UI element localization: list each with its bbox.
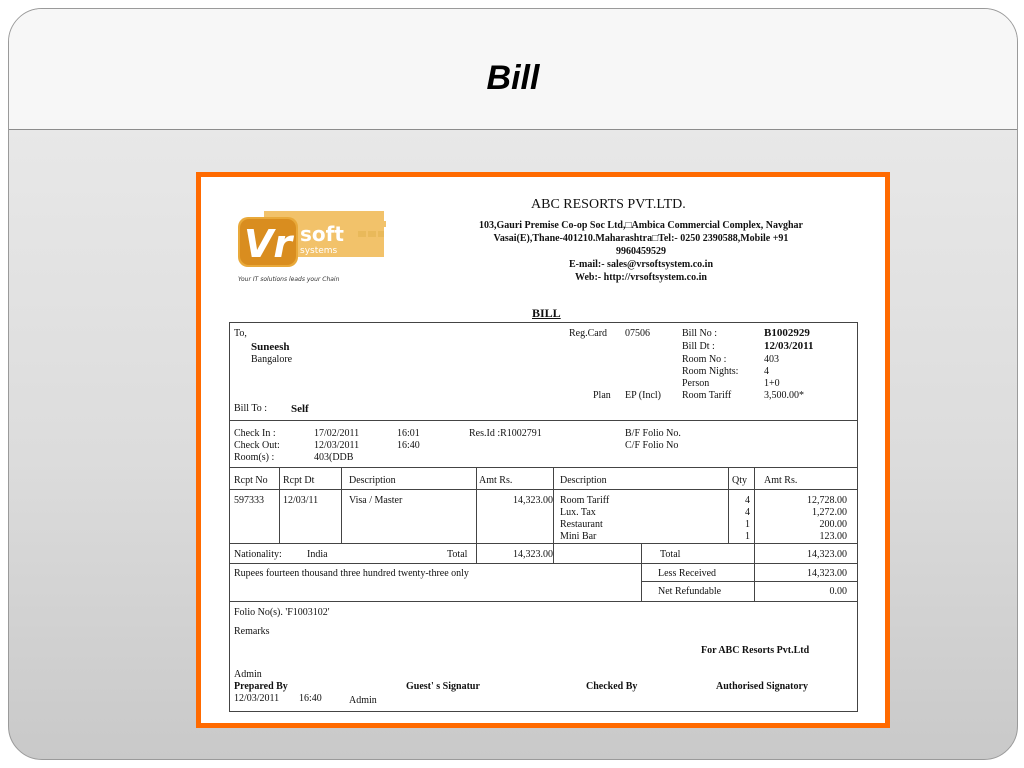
bill-document (201, 177, 885, 723)
room-no-value: 403 (764, 354, 779, 365)
cf-folio: C/F Folio No (625, 440, 679, 451)
plan-label: Plan (593, 390, 611, 401)
bill-to-value: Self (291, 403, 309, 415)
check-in-date: 17/02/2011 (314, 428, 360, 439)
bill-image-frame (196, 172, 890, 728)
admin-bottom: Admin (349, 695, 377, 706)
rooms-label: Room(s) : (234, 452, 275, 463)
company-logo (234, 207, 404, 287)
amount-in-words: Rupees fourteen thousand three hundred twenty-three only (234, 568, 469, 579)
charge-description: Lux. Tax (560, 507, 596, 518)
table-cell: 12/03/11 (283, 495, 319, 506)
charges-total: 14,323.00 (807, 549, 847, 560)
less-received: 14,323.00 (807, 568, 847, 579)
plan-value: EP (Incl) (625, 390, 662, 401)
charge-qty: 1 (745, 531, 750, 542)
net-refundable: 0.00 (829, 586, 847, 597)
header-charge-amount: Amt Rs. (764, 475, 798, 486)
charge-description: Room Tariff (560, 495, 610, 506)
svg-text:soft: soft (300, 222, 344, 246)
charge-amount: 1,272.00 (812, 507, 847, 518)
check-out-label: Check Out: (234, 440, 280, 451)
table-row: 597333 (234, 495, 264, 506)
header-qty: Qty (732, 475, 747, 486)
header-rcpt-dt: Rcpt Dt (283, 475, 315, 486)
company-address-line-3: 9960459529 (616, 246, 666, 257)
title-bar (9, 9, 1017, 130)
charge-qty: 1 (745, 519, 750, 530)
guest-name: Suneesh (251, 341, 290, 353)
table-cell: Visa / Master (349, 495, 403, 506)
person-label: Person (682, 378, 710, 389)
less-received-label: Less Received (658, 568, 717, 579)
charges-total-label: Total (660, 549, 681, 560)
guest-signature-label: Guest' s Signatur (406, 681, 480, 692)
room-tariff-value: 3,500.00* (764, 390, 804, 401)
prepared-by-label: Prepared By (234, 681, 288, 692)
res-id: Res.Id :R1002791 (469, 428, 542, 439)
header-rcpt-no: Rcpt No (234, 475, 268, 486)
reg-card-value: 07506 (625, 328, 650, 339)
room-no-label: Room No : (682, 354, 727, 365)
reg-card-label: Reg.Card (569, 328, 608, 339)
bill-no-label: Bill No : (682, 328, 718, 339)
folio-numbers: Folio No(s). 'F1003102' (234, 607, 330, 618)
remarks-label: Remarks (234, 626, 270, 637)
to-label: To, (234, 328, 247, 339)
authorised-signatory-label: Authorised Signatory (716, 681, 808, 692)
room-tariff-label: Room Tariff (682, 390, 732, 401)
company-name: ABC RESORTS PVT.LTD. (531, 197, 686, 212)
receipt-total-label: Total (447, 549, 468, 560)
header-rcpt-amount: Amt Rs. (479, 475, 513, 486)
company-email: E-mail:- sales@vrsoftsystem.co.in (569, 259, 713, 270)
checked-by-label: Checked By (586, 681, 638, 692)
svg-text:Vr: Vr (244, 222, 293, 266)
check-in-label: Check In : (234, 428, 276, 439)
for-company: For ABC Resorts Pvt.Ltd (701, 645, 810, 656)
table-cell: 14,323.00 (513, 495, 553, 506)
company-address-line-1: 103,Gauri Premise Co-op Soc Ltd,□Ambica Commercial Complex, Navghar (479, 220, 803, 231)
print-date: 12/03/2011 (234, 693, 280, 704)
header-rcpt-description: Description (349, 475, 396, 486)
admin-top: Admin (234, 669, 262, 680)
bill-no-value: B1002929 (764, 327, 810, 339)
room-nights-value: 4 (764, 366, 769, 377)
logo-tagline: Your IT solutions leads your Chain (238, 276, 340, 283)
bf-folio: B/F Folio No. (625, 428, 681, 439)
slide-title: Bill (486, 59, 540, 97)
company-web: Web:- http://vrsoftsystem.co.in (575, 272, 707, 283)
bill-heading: BILL (532, 306, 561, 320)
nationality-label: Nationality: (234, 549, 282, 560)
bill-date-label: Bill Dt : (682, 341, 715, 352)
charge-qty: 4 (745, 495, 750, 506)
charge-description: Mini Bar (560, 531, 597, 542)
check-out-date: 12/03/2011 (314, 440, 360, 451)
charge-description: Restaurant (560, 519, 603, 530)
bill-to-label: Bill To : (234, 403, 268, 414)
print-time: 16:40 (299, 693, 322, 704)
check-in-time: 16:01 (397, 428, 420, 439)
receipt-total: 14,323.00 (513, 549, 553, 560)
nationality-value: India (307, 549, 328, 560)
guest-city: Bangalore (251, 354, 293, 365)
check-out-time: 16:40 (397, 440, 420, 451)
person-value: 1+0 (764, 378, 780, 389)
charge-amount: 123.00 (819, 531, 847, 542)
net-refundable-label: Net Refundable (658, 586, 722, 597)
charge-qty: 4 (745, 507, 750, 518)
header-charge-description: Description (560, 475, 607, 486)
charge-amount: 200.00 (819, 519, 847, 530)
rooms-value: 403(DDB (314, 452, 354, 463)
room-nights-label: Room Nights: (682, 366, 739, 377)
slide (8, 8, 1018, 760)
svg-text:systems: systems (300, 246, 338, 256)
company-address-line-2: Vasai(E),Thane-401210.Maharashtra□Tel:- 0250 2390588,Mobile +91 (493, 233, 789, 244)
bill-date-value: 12/03/2011 (764, 340, 814, 352)
charge-amount: 12,728.00 (807, 495, 847, 506)
